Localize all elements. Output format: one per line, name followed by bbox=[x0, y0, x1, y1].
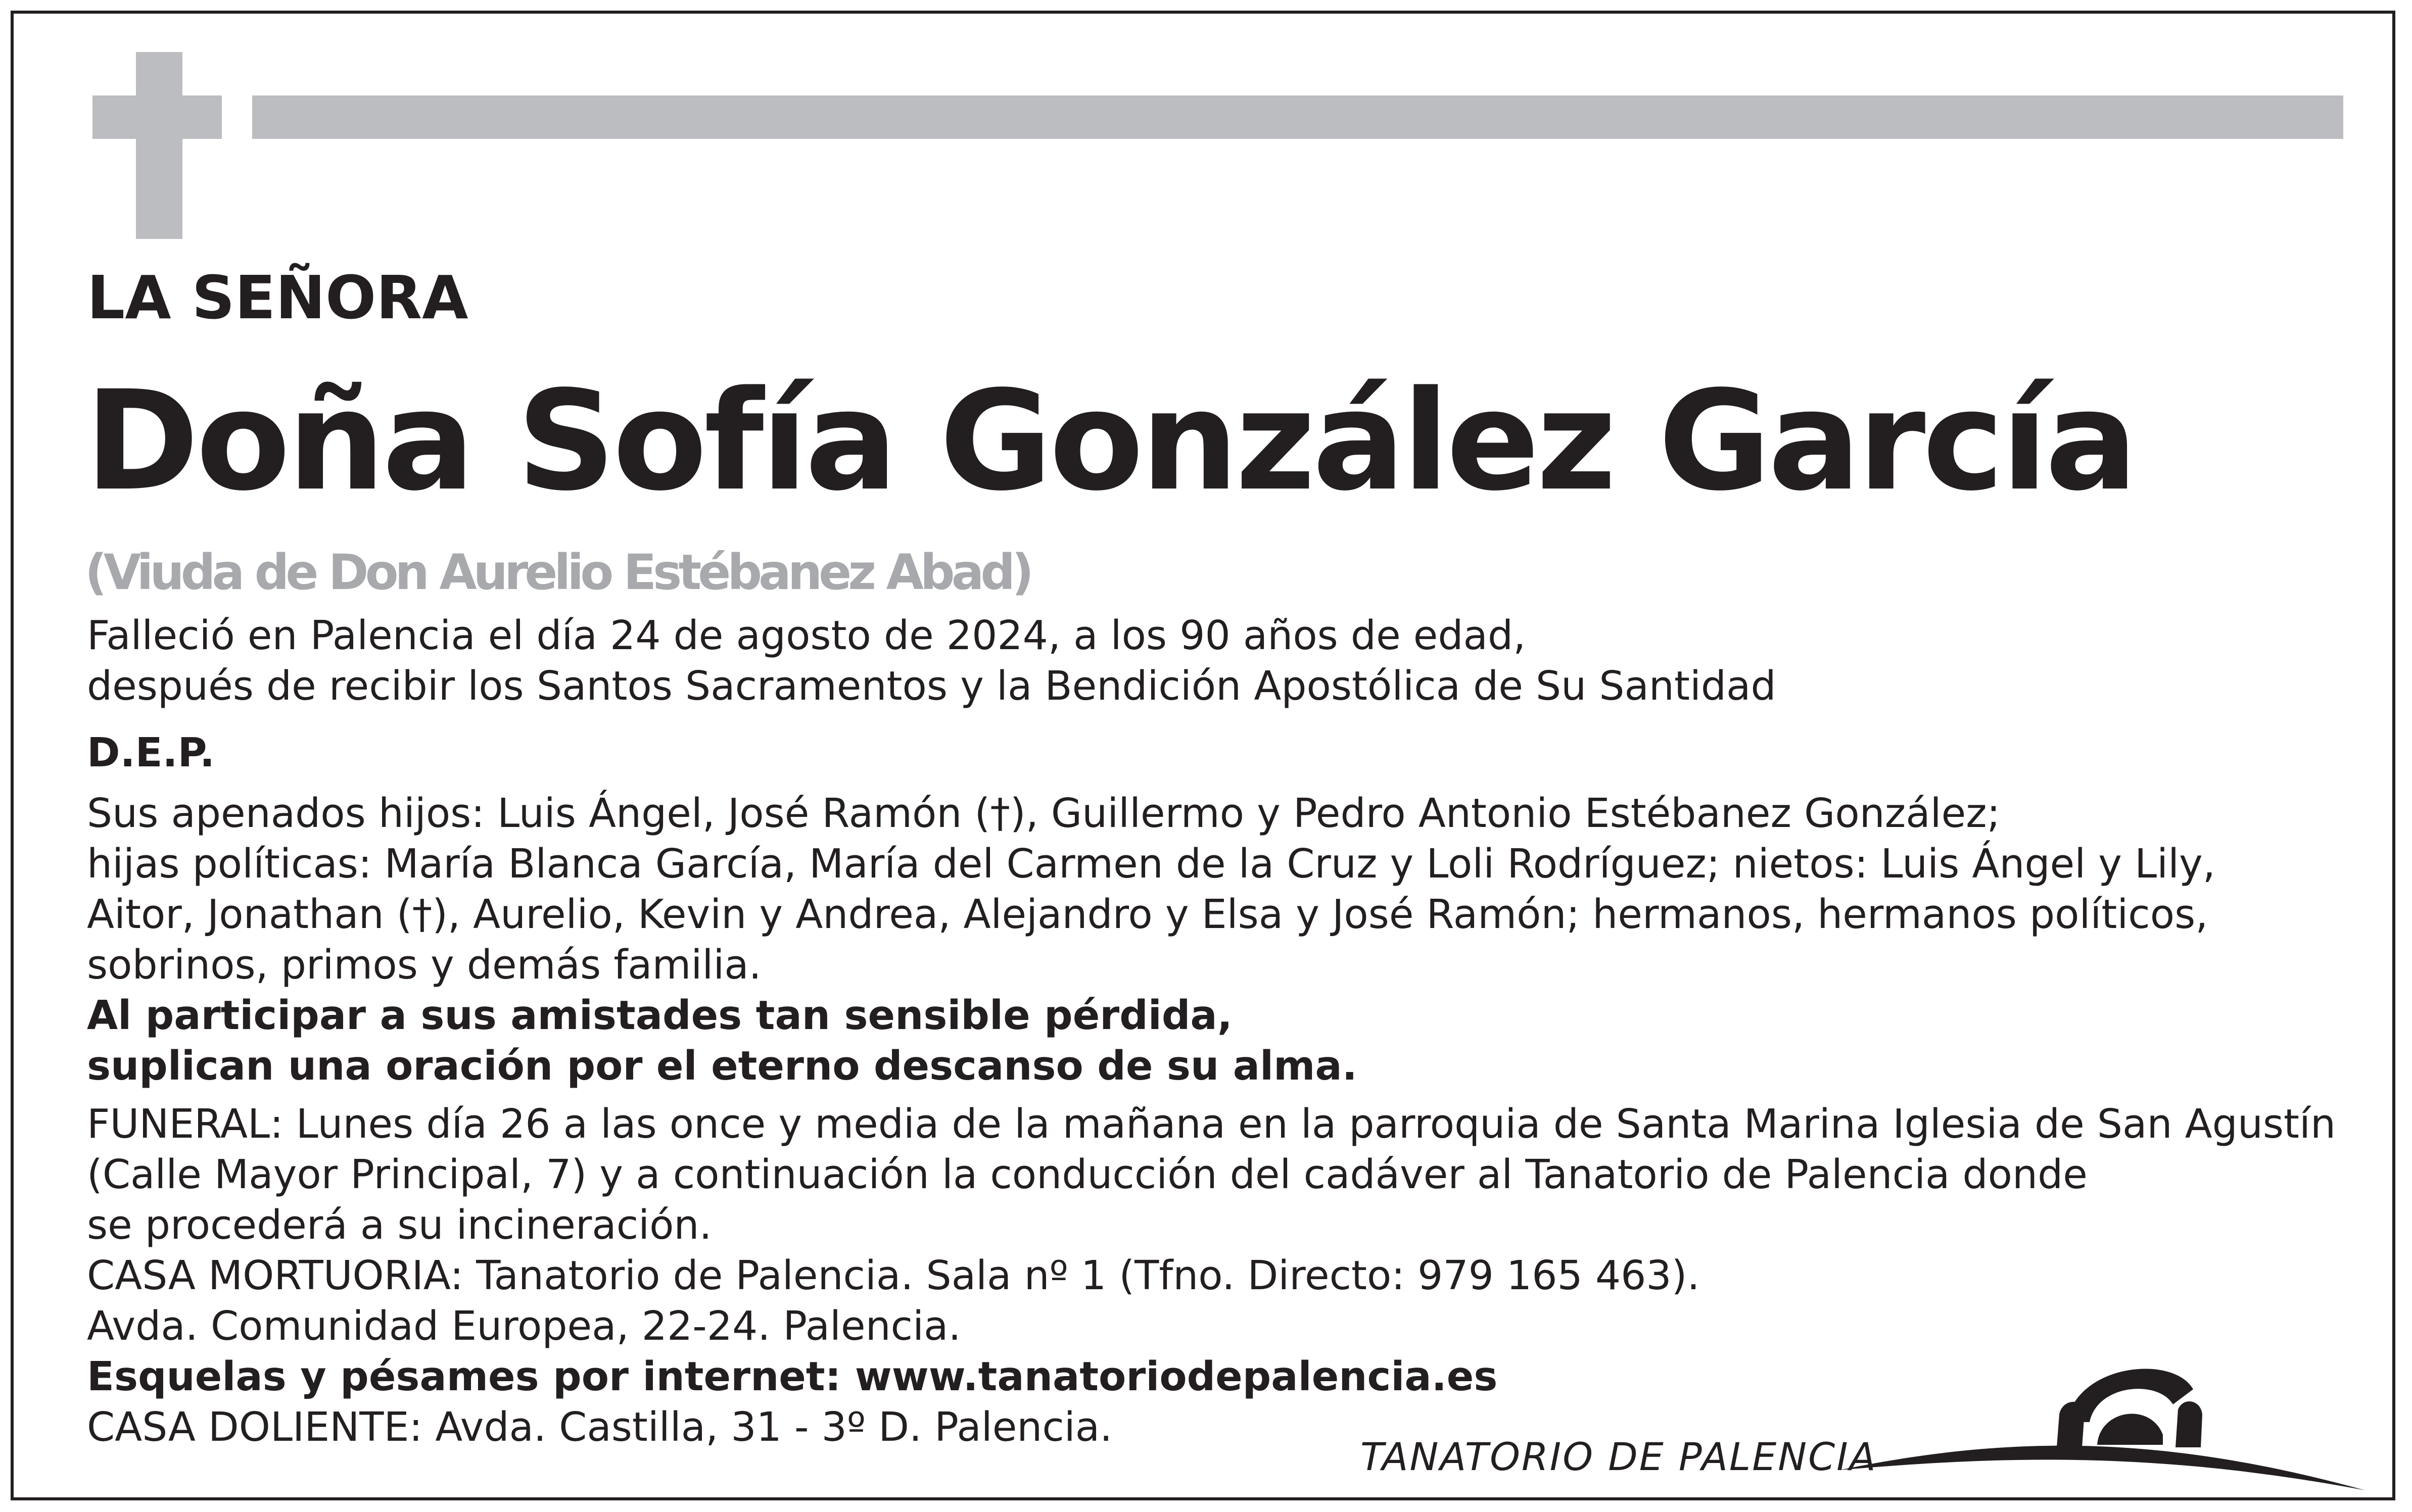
funeral-line: FUNERAL: Lunes día 26 a las once y media de la mañana en la parroquia de Santa Marina Iglesia de San Agustín bbox=[87, 1101, 2336, 1147]
prayer-request bbox=[87, 990, 1357, 1091]
family-line: Sus apenados hijos: Luis Ángel, José Ramón (†), Guillermo y Pedro Antonio Estébanez González; bbox=[87, 790, 2001, 837]
family-list bbox=[87, 788, 2215, 990]
family-line: sobrinos, primos y demás familia. bbox=[87, 942, 762, 988]
family-line: Aitor, Jonathan (†), Aurelio, Kevin y Andrea, Alejandro y Elsa y José Ramón; hermanos, hermanos políticos, bbox=[87, 891, 2208, 938]
deceased-name: Doña Sofía González García bbox=[85, 362, 2135, 521]
dep-label bbox=[87, 727, 215, 778]
family-line: hijas políticas: María Blanca García, María del Carmen de la Cruz y Loli Rodríguez; nietos: Luis Ángel y Lily, bbox=[87, 841, 2215, 887]
death-notice-line: después de recibir los Santos Sacramentos y la Bendición Apostólica de Su Santidad bbox=[87, 663, 1776, 709]
death-notice-line: Falleció en Palencia el día 24 de agosto de 2024, a los 90 años de edad, bbox=[87, 612, 1526, 659]
funeral-line: se procederá a su incineración. bbox=[87, 1202, 712, 1248]
widow-note: (Viuda de Don Aurelio Estébanez Abad) bbox=[85, 544, 1030, 601]
header-bar bbox=[252, 95, 2343, 139]
mortuary-address: Avda. Comunidad Europea, 22-24. Palencia. bbox=[87, 1303, 961, 1349]
pre-title: LA SEÑORA bbox=[87, 263, 468, 332]
death-notice bbox=[87, 610, 1776, 711]
casa-doliente: CASA DOLIENTE: Avda. Castilla, 31 - 3º D. Palencia. bbox=[87, 1404, 1113, 1450]
dep-text: D.E.P. bbox=[87, 729, 215, 776]
casa-mortuoria: CASA MORTUORIA: Tanatorio de Palencia. Sala nº 1 (Tfno. Directo: 979 165 463). bbox=[87, 1252, 1700, 1299]
prayer-line: Al participar a sus amistades tan sensible pérdida, bbox=[87, 992, 1233, 1039]
cross-icon bbox=[136, 52, 182, 239]
prayer-line: suplican una oración por el eterno descanso de su alma. bbox=[87, 1043, 1357, 1089]
funeral-line: (Calle Mayor Principal, 7) y a continuación la conducción del cadáver al Tanatorio de Palencia donde bbox=[87, 1151, 2088, 1198]
tanatorio-logo-text: TANATORIO DE PALENCIA bbox=[1360, 1434, 1877, 1479]
cross-icon-arm bbox=[92, 95, 222, 139]
internet-condolences: Esquelas y pésames por internet: www.tanatoriodepalencia.es bbox=[87, 1353, 1498, 1400]
